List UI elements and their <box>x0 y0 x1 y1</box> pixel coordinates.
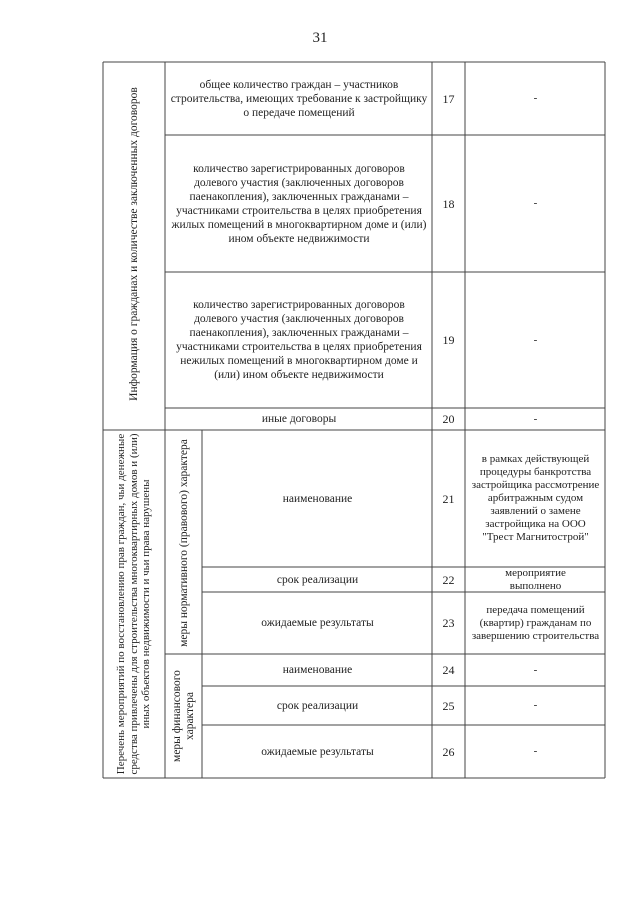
row19-value: - <box>533 333 538 346</box>
row20-desc: иные договоры <box>261 413 337 425</box>
row24-desc: наименование <box>282 664 353 676</box>
row17-desc: общее количество граждан – участников строительства, имеющих требование к застройщику о передаче помещений <box>170 78 428 119</box>
row23-value: передача помещений (квартир) гражданам по завершению строительства <box>471 603 600 642</box>
row21-num: 21 <box>442 491 455 506</box>
page-number: 31 <box>312 30 328 46</box>
section1-label: Информация о гражданах и количестве заключенных договоров <box>127 87 140 401</box>
row18-value: - <box>533 197 538 209</box>
row20-value: - <box>533 412 538 425</box>
financial-label: меры финансового характера <box>171 670 196 762</box>
row23-num: 23 <box>442 616 455 630</box>
row17-num: 17 <box>442 91 455 106</box>
normative-label: меры нормативного (правового) характера <box>177 439 190 647</box>
section2-label: Перечень мероприятий по восстановлению прав граждан, чьи денежные средства привлечены для строительства многоквартирных домов и (или) иных объектов недвижимости и чьи права нарушены <box>115 433 153 775</box>
row19-desc: количество зарегистрированных договоров долевого участия (заключенных договоров паенакопления), заключенных гражданами – участниками строительства в целях приобретения нежилых помещений в многоквартирном доме и (или) ином объекте недвижимости <box>176 299 422 381</box>
row18-num: 18 <box>442 196 455 211</box>
row26-value: - <box>533 745 538 757</box>
row22-value: мероприятие выполнено <box>505 566 566 592</box>
row21-desc: наименование <box>282 492 353 505</box>
row25-desc: срок реализации <box>276 699 359 712</box>
row25-value: - <box>533 699 538 711</box>
row25-num: 25 <box>442 698 455 713</box>
row24-num: 24 <box>442 663 455 677</box>
row22-num: 22 <box>442 572 455 587</box>
row17-value: - <box>533 92 538 104</box>
row26-num: 26 <box>442 744 455 759</box>
row18-desc: количество зарегистрированных договоров долевого участия (заключенных договоров паенакопления), заключенных гражданами – участниками строительства в целях приобретения жилых помещений в многоквартирном доме и (или) ином объекте недвижимости <box>171 162 427 245</box>
row19-num: 19 <box>442 333 455 347</box>
row23-desc: ожидаемые результаты <box>261 617 374 629</box>
row22-desc: срок реализации <box>276 573 359 586</box>
row21-value: в рамках действующей процедуры банкротства застройщика рассмотрение арбитражным судом заявлений о замене застройщика на ООО "Трест Магнитострой" <box>471 453 600 543</box>
row20-num: 20 <box>442 412 455 426</box>
row26-desc: ожидаемые результаты <box>261 745 374 758</box>
row24-value: - <box>533 663 538 676</box>
